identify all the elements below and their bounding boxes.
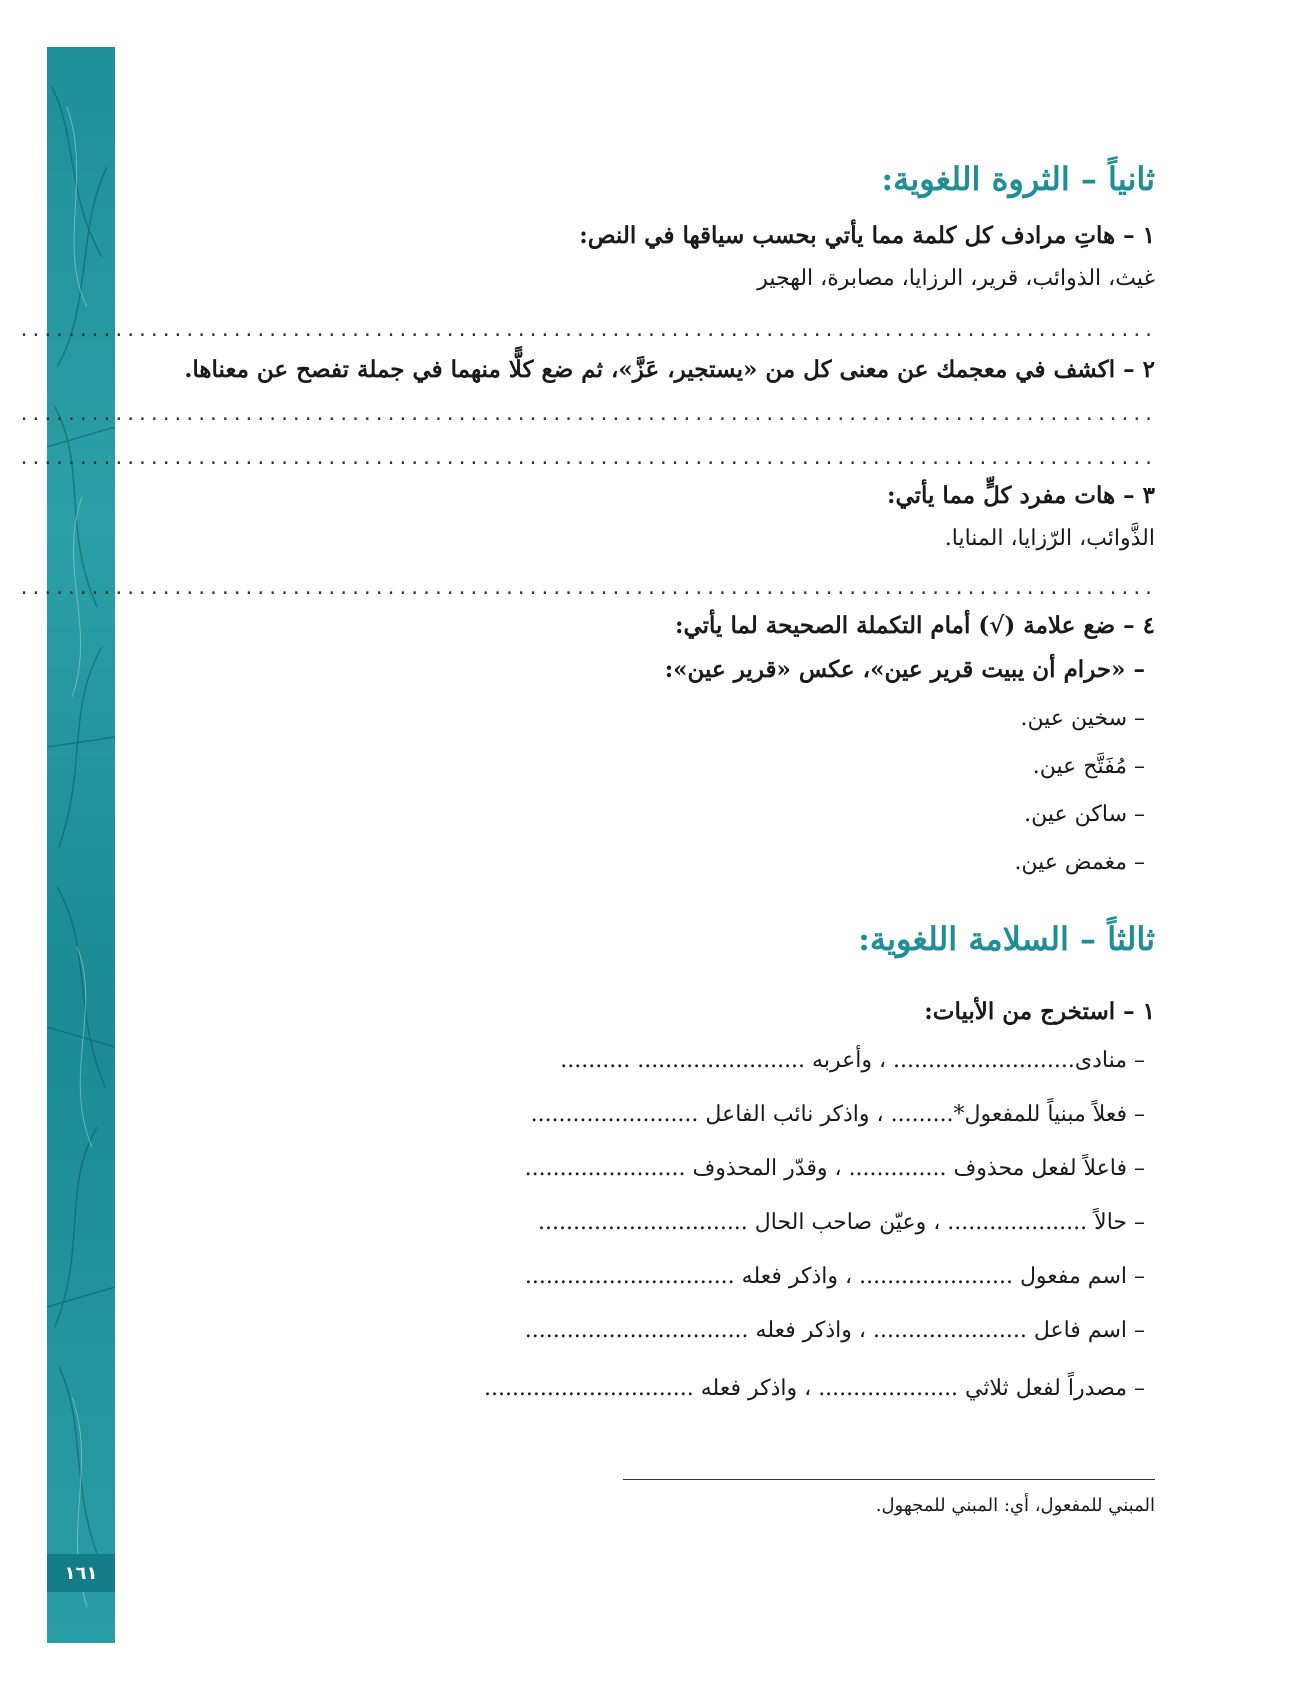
section2-q4: ٤ – ضع علامة (√) أمام التكملة الصحيحة لما يأتي: bbox=[674, 612, 1155, 639]
extract-item[interactable]: – منادى.......................... ، وأعربه ........................ .......... bbox=[560, 1048, 1145, 1073]
option-item[interactable]: – مغمض عين. bbox=[1014, 850, 1145, 875]
strip-texture bbox=[47, 47, 115, 1643]
extract-item[interactable]: – مصدراً لفعل ثلاثي .................... ، واذكر فعله .............................. bbox=[483, 1376, 1145, 1401]
decorative-side-strip bbox=[47, 47, 115, 1643]
section2-q4-sub: – «حرام أن يبيت قرير عين»، عكس «قرير عين»: bbox=[664, 656, 1145, 683]
extract-item[interactable]: – فاعلاً لفعل محذوف .............. ، وقدّر المحذوف ....................... bbox=[524, 1156, 1145, 1181]
extract-item[interactable]: – اسم مفعول ...................... ، واذكر فعله .............................. bbox=[524, 1264, 1145, 1289]
footnote-divider bbox=[623, 1479, 1155, 1480]
section2-q3: ٣ – هات مفرد كلٍّ مما يأتي: bbox=[886, 482, 1155, 509]
answer-dotted-line[interactable]: ................................................................................................ bbox=[18, 448, 1155, 469]
section2-q1: ١ – هاتِ مرادف كل كلمة مما يأتي بحسب سياقها في النص: bbox=[579, 222, 1155, 249]
extract-item[interactable]: – فعلاً مبنياً للمفعول*......... ، واذكر نائب الفاعل ........................ bbox=[530, 1102, 1145, 1127]
section3-title: ثالثاً – السلامة اللغوية: bbox=[858, 920, 1155, 958]
section2-q2: ٢ – اكشف في معجمك عن معنى كل من «يستجير، عَزَّ»، ثم ضع كلًّا منهما في جملة تفصح عن معناها. bbox=[184, 356, 1155, 383]
section3-q1: ١ – استخرج من الأبيات: bbox=[924, 998, 1155, 1025]
footnote: المبني للمفعول، أي: المبني للمجهول. bbox=[875, 1495, 1155, 1516]
answer-dotted-line[interactable]: ................................................................................................ bbox=[18, 320, 1155, 341]
extract-item[interactable]: – اسم فاعل ...................... ، واذكر فعله ................................ bbox=[524, 1318, 1145, 1343]
page-number: ١٦١ bbox=[47, 1554, 115, 1592]
answer-dotted-line[interactable]: ................................................................................................ bbox=[18, 404, 1155, 425]
section2-q3-words: الذَّوائب، الرّزايا، المنايا. bbox=[944, 526, 1155, 551]
section2-q1-words: غيث، الذوائب، قرير، الرزايا، مصابرة، الهجير bbox=[757, 266, 1155, 291]
option-item[interactable]: – مُفَتَّح عين. bbox=[1032, 754, 1145, 779]
extract-item[interactable]: – حالاً .................... ، وعيّن صاحب الحال .............................. bbox=[538, 1210, 1145, 1235]
answer-dotted-line[interactable]: ................................................................................................ bbox=[18, 578, 1155, 599]
option-item[interactable]: – ساكن عين. bbox=[1024, 802, 1145, 827]
section2-title: ثانياً – الثروة اللغوية: bbox=[881, 160, 1155, 198]
option-item[interactable]: – سخين عين. bbox=[1020, 706, 1145, 731]
